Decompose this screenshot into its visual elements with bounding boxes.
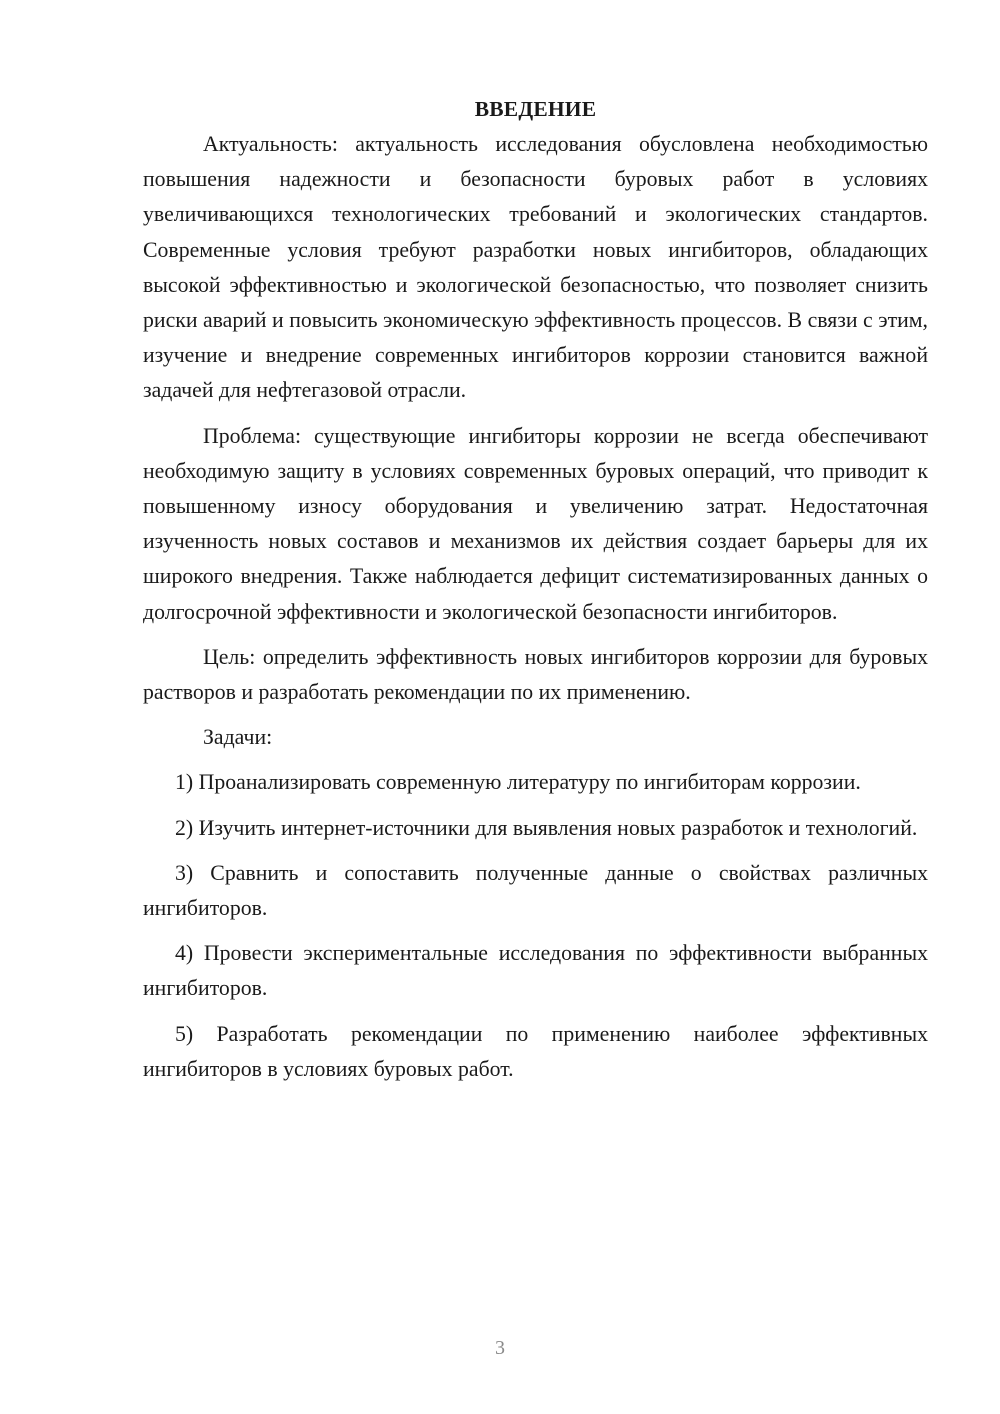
page-number: 3: [495, 1337, 505, 1359]
task-item: 5) Разработать рекомендации по применению наиболее эффективных ингибиторов в условиях буровых работ.: [143, 1021, 928, 1081]
page-content: [143, 92, 928, 1087]
section-title: ВВЕДЕНИЕ: [474, 97, 597, 121]
relevance-paragraph: Актуальность: актуальность исследования обусловлена необходимостью повышения надежности и безопасности буровых работ в условиях увеличивающихся технологических требований и экологических стандартов. Современные условия требуют разработки новых ингибиторов, обладающих высокой эффективностью и экологической безопасностью, что позволяет снизить риски аварий и повысить экономическую эффективность процессов. В связи с этим, изучение и внедрение современных ингибиторов коррозии становится важной задачей для нефтегазовой отрасли.: [143, 132, 928, 403]
task-item: 4) Провести экспериментальные исследования по эффективности выбранных ингибиторов.: [143, 941, 928, 1001]
task-item: 2) Изучить интернет-источники для выявления новых разработок и технологий.: [175, 815, 918, 840]
task-item: 1) Проанализировать современную литературу по ингибиторам коррозии.: [175, 770, 861, 795]
goal-paragraph: Цель: определить эффективность новых ингибиторов коррозии для буровых растворов и разработать рекомендации по их применению.: [143, 644, 928, 705]
task-item: 3) Сравнить и сопоставить полученные данные о свойствах различных ингибиторов.: [143, 860, 928, 921]
problem-paragraph: Проблема: существующие ингибиторы коррозии не всегда обеспечивают необходимую защиту в условиях современных буровых операций, что приводит к повышенному износу оборудования и увеличению затрат. Недостаточная изученность новых составов и механизмов их действия создает барьеры для их широкого внедрения. Также наблюдается дефицит систематизированных данных о долгосрочной эффективности и экологической безопасности ингибиторов.: [143, 423, 928, 624]
tasks-heading: Задачи:: [203, 725, 273, 750]
tasks-list: [143, 765, 928, 1087]
